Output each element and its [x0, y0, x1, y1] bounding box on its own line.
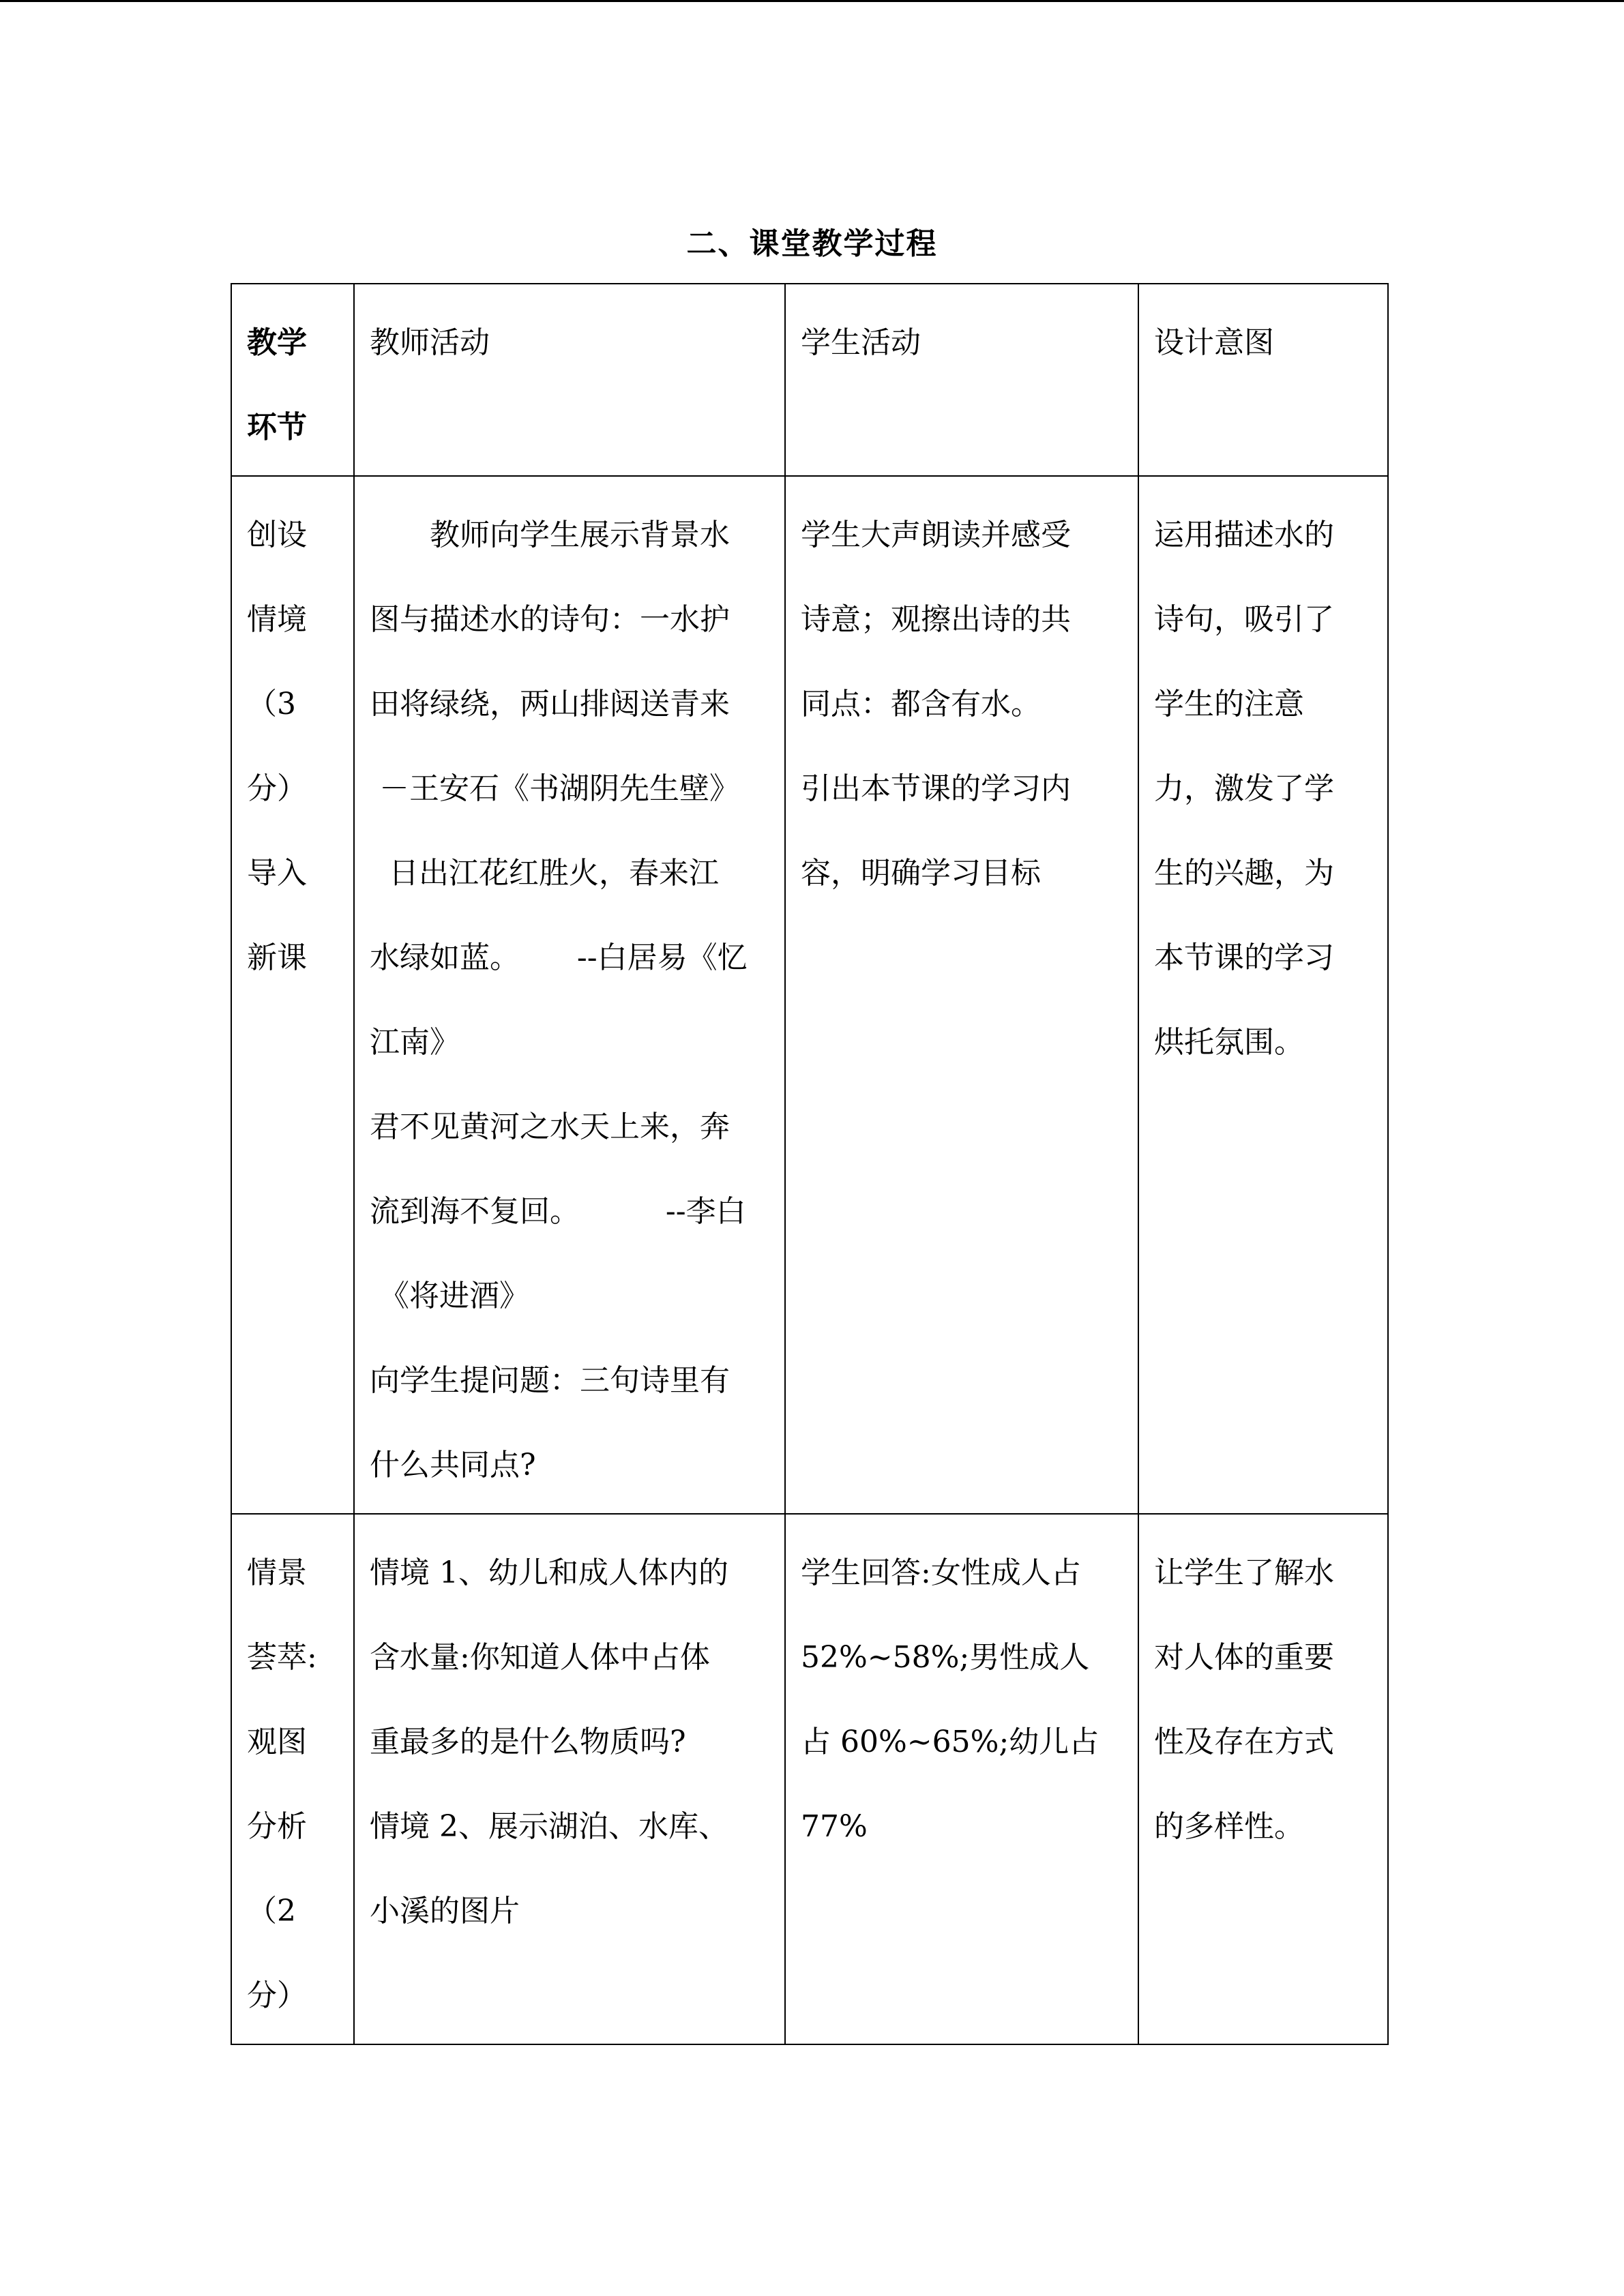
stage-line: 荟萃:	[247, 1640, 317, 1675]
stage-line: 观图	[247, 1725, 307, 1759]
teacher-line: 江南》	[370, 1025, 460, 1060]
student-line: 77%	[801, 1809, 868, 1844]
stage-line: 分）	[247, 1978, 307, 2013]
header-stage	[231, 284, 354, 476]
stage-line: 新课	[247, 940, 307, 975]
student-line: 学生大声朗读并感受	[801, 518, 1071, 552]
intent-line: 的多样性。	[1154, 1809, 1304, 1844]
teacher-line: 含水量:你知道人体中占体	[370, 1640, 710, 1675]
stage-line: （3	[247, 687, 296, 721]
student-line: 占 60%~65%;幼儿占	[801, 1725, 1099, 1759]
table-row	[231, 1514, 1388, 2044]
stage-line: 分）	[247, 771, 307, 806]
table-header-row	[231, 284, 1388, 476]
header-teacher-activity	[354, 284, 785, 476]
teacher-line: 《将进酒》	[370, 1279, 529, 1313]
lesson-process-table	[231, 283, 1389, 2045]
teacher-line: 情境 2、展示湖泊、水库、	[370, 1809, 728, 1844]
section-title: 二、课堂教学过程	[686, 226, 938, 261]
top-border-line	[0, 0, 1624, 2]
teacher-line: 君不见黄河之水天上来，奔	[370, 1109, 730, 1144]
intent-line: 对人体的重要	[1154, 1640, 1334, 1675]
teacher-line: 教师向学生展示背景水	[370, 518, 730, 552]
teacher-line: 水绿如蓝。 --白居易《忆	[370, 940, 748, 975]
intent-line: 运用描述水的	[1154, 518, 1334, 552]
header-intent-line: 设计意图	[1154, 325, 1274, 360]
intent-line: 烘托氛围。	[1154, 1025, 1304, 1060]
intent-line: 力，激发了学	[1154, 771, 1334, 806]
stage-line: 创设	[247, 518, 307, 552]
student-line: 同点：都含有水。	[801, 687, 1041, 721]
student-line: 容，明确学习目标	[801, 856, 1041, 891]
student-line: 学生回答:女性成人占	[801, 1555, 1081, 1590]
stage-line: （2	[247, 1894, 296, 1928]
stage-line: 情境	[247, 602, 307, 637]
teacher-line: 图与描述水的诗句：一水护	[370, 602, 730, 637]
teacher-line: 什么共同点?	[370, 1448, 536, 1482]
cell-teacher-activity	[354, 1514, 785, 2044]
student-line: 引出本节课的学习内	[801, 771, 1071, 806]
intent-line: 生的兴趣，为	[1154, 856, 1334, 891]
stage-line: 情景	[247, 1555, 307, 1590]
teacher-line: 田将绿绕，两山排闼送青来	[370, 687, 730, 721]
intent-line: 学生的注意	[1154, 687, 1304, 721]
cell-stage	[231, 1514, 354, 2044]
header-student-line: 学生活动	[801, 325, 921, 360]
cell-stage	[231, 476, 354, 1514]
intent-line: 让学生了解水	[1154, 1555, 1334, 1590]
header-stage-line: 教学	[247, 325, 307, 360]
header-student-activity	[785, 284, 1138, 476]
stage-line: 分析	[247, 1809, 307, 1844]
teacher-line: 日出江花红胜火，春来江	[370, 856, 719, 891]
student-line: 52%~58%;男性成人	[801, 1640, 1090, 1675]
intent-line: 本节课的学习	[1154, 940, 1334, 975]
cell-design-intent	[1138, 1514, 1388, 2044]
stage-line: 导入	[247, 856, 307, 891]
teacher-line: 流到海不复回。 --李白	[370, 1194, 746, 1229]
teacher-line: 情境 1、幼儿和成人体内的	[370, 1555, 728, 1590]
student-line: 诗意；观擦出诗的共	[801, 602, 1071, 637]
teacher-line: 小溪的图片	[370, 1894, 520, 1928]
teacher-line: 向学生提问题：三句诗里有	[370, 1363, 730, 1398]
cell-student-activity	[785, 476, 1138, 1514]
teacher-line: 重最多的是什么物质吗?	[370, 1725, 686, 1759]
cell-design-intent	[1138, 476, 1388, 1514]
header-stage-line: 环节	[247, 410, 307, 445]
intent-line: 性及存在方式	[1154, 1725, 1334, 1759]
cell-student-activity	[785, 1514, 1138, 2044]
header-design-intent	[1138, 284, 1388, 476]
teacher-line: －王安石《书湖阴先生壁》	[370, 771, 739, 806]
header-teacher-line: 教师活动	[370, 325, 490, 360]
intent-line: 诗句，吸引了	[1154, 602, 1334, 637]
table-row	[231, 476, 1388, 1514]
cell-teacher-activity	[354, 476, 785, 1514]
